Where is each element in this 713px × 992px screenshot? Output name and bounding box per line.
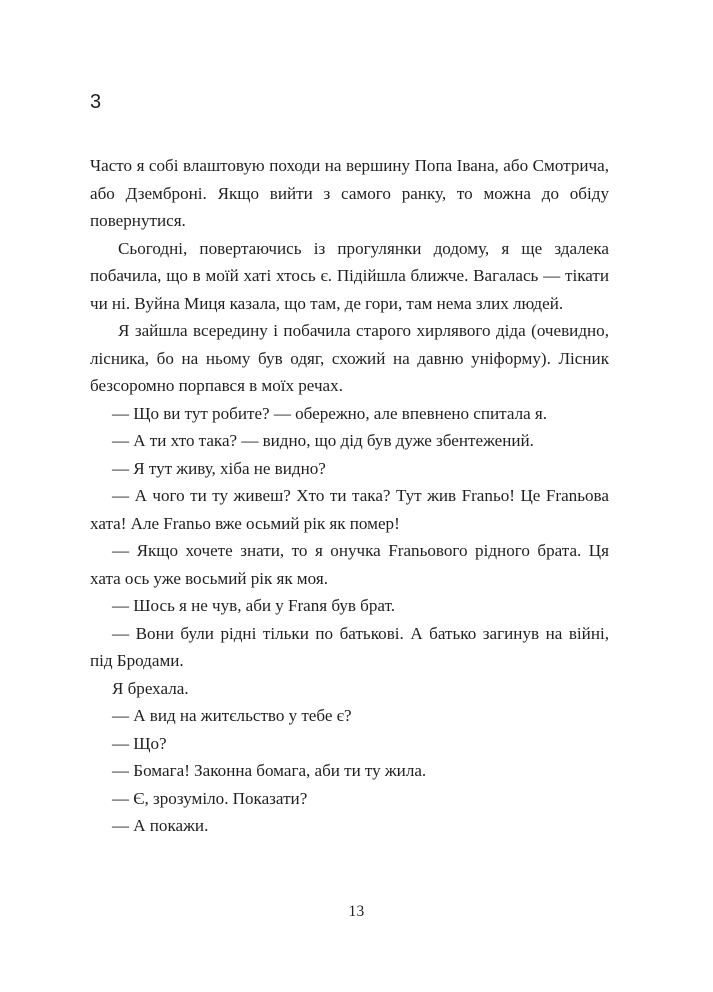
paragraph: — Якщо хочете знати, то я онучка Franьового рідного брата. Ця хата ось уже восьмий рік як моя. xyxy=(90,541,609,588)
paragraph: — Що? xyxy=(112,733,167,753)
paragraph: — Шось я не чув, аби у Franя був брат. xyxy=(112,596,396,615)
page-number-folio: 13 xyxy=(348,903,365,920)
paragraph: — Я тут живу, хіба не видно? xyxy=(112,458,326,478)
paragraph: — Бомага! Законна бомага, аби ти ту жила. xyxy=(112,761,427,780)
paragraph: — А ти хто така? — видно, що дід був дуже збентежений. xyxy=(112,431,534,450)
paragraph: Я брехала. xyxy=(112,678,189,698)
paragraph: — А покажи. xyxy=(112,816,209,835)
chapter-number: 3 xyxy=(90,91,102,113)
paragraph: Сьогодні, повертаючись із прогулянки додому, я ще здалека побачила, що в моїй хаті хтось є. Підійшла ближче. Вагалась — тікати чи ні. Вуйна Миця казала, що там, де гори, там нема злих людей. xyxy=(90,238,609,313)
paragraph: — Є, зрозуміло. Показати? xyxy=(112,788,308,808)
paragraph: Я зайшла всередину і побачила старого хирлявого діда (очевидно, лісника, бо на ньому був одяг, схожий на давню уніформу). Лісник безсоромно порпався в моїх речах. xyxy=(90,321,609,395)
paragraph: — А чого ти ту живеш? Хто ти така? Тут жив Franьо! Це Franьова хата! Але Franьо вже осьмий рік як помер! xyxy=(90,486,609,533)
paragraph: Часто я собі влаштовую походи на вершину Попа Івана, або Смотрича, або Дземброні. Якщо вийти з самого ранку, то можна до обіду повернутися. xyxy=(90,156,609,230)
paragraph: — Вони були рідні тільки по батькові. А батько загинув на війні, під Бродами. xyxy=(90,623,609,670)
paragraph: — Що ви тут робите? — обережно, але впевнено спитала я. xyxy=(112,403,548,423)
paragraph: — А вид на житєльство у тебе є? xyxy=(112,706,352,725)
body-text xyxy=(90,152,609,840)
